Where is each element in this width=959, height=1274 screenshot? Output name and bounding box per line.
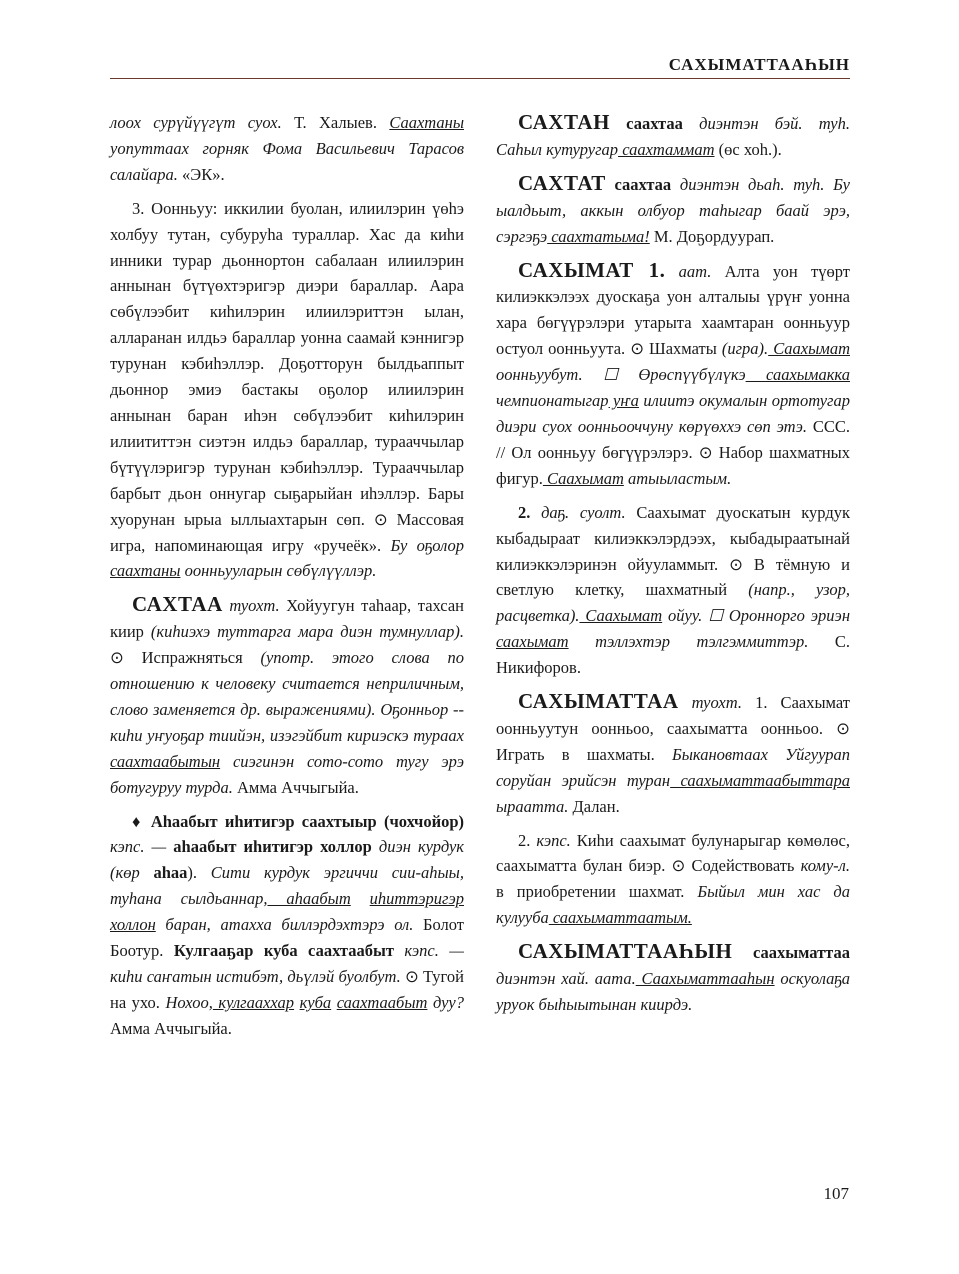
sense-3: 3. Оонньуу: иккилии буолан, илиилэрин үөһэ холбуу тутан, субуруһа тураллар. Хас да киһи инники турар дьоннортон сабалаан илиилэрин аннынан бүтүөхтэригэр диэри бараллар. Аара сөбүлээбит киһилэрин илиилэриттэн ылан, алларанан илдьэ бараллар уонна саамай кэннигэр турунан кэбиһэллэр. Доҕотторун былдьаппыт дьоннор эмиэ бастакы оҕолор илиилэрин аннынан баран иһэн сөбүлээбит киһилэрин илиититтэн сиэтэн илдьэ бараллар, турааччылар бүтүүлэригэр турунан кэбиһэллэр. Турааччылар барбыт дьон оннугар сыҕарыйан иһэллэр. Бары хуорунан ырыа ыллыахтарын сөп. ⊙ Массовая игра, напоминающая игру «ручеёк». Бу оҕолор саахтаны оонньууларын сөбүлүүллэр. xyxy=(110,198,464,581)
running-title: САХЫМАТТААҺЫН xyxy=(668,55,850,74)
entry-saahymat: САХЫМАТ 1. аат. Алта уон түөрт килиэккэлээх дуоскаҕа уон алталыы үрүҥ уонна хара бөгүүрэлэри утарыта хаамтаран оонньуур остуол оонньуута. ⊙ Шахматы (игра). Саахымат оонньуубут. ☐ Өрөспүүбүлүкэ саахымакка чемпионатыгар уҥа илиитэ окумалын ортотугар диэри суох оонньооччуну көрүөххэ сөп этэ. ССС. // Ол оонньуу бөгүүрэлэрэ. ⊙ Набор шахматных фигур. Саахымат атыыластым. xyxy=(496,257,850,488)
entry-saahtaa: САХТАА туохт. Хойуугун таһаар, тахсан киир (киһиэхэ туттарга мара диэн тумнуллар). ⊙ Испражняться (употр. этого слова по отношению к человеку считается неприличным, слово заменяется др. выражениями). Оҕонньор -- киһи уҥуоҕар тиийэн, изэгэйбит кириэскэ тураах саахтаабытын сиэгинэн сото-сото тугу эрэ ботугуруу турда. Амма Аччыгыйа. xyxy=(110,592,465,797)
entry-saahtan: САХТАН саахтаа диэнтэн бэй. туһ. Саһыл кутуругар саахтаммат (өс хоһ.). xyxy=(496,110,851,159)
running-header xyxy=(110,52,850,79)
entry-continuation: лоох сурүйүүгүт суох. Т. Халыев. Саахтаны уопуттаах горняк Фома Васильевич Тарасов салайара. «ЭК». xyxy=(110,113,465,184)
idiom-block: ♦ Аһаабыт иһитигэр саахтыыр (чохчойор) кэпс. — аһаабыт иһитигэр холлор диэн курдук (көр аһаа). Сити курдук эргиччи сии-аһыы, туһана сылдьаннар, аһаабыт иһиттэригэр холлон баран, атахха биллэрдэхтэрэ ол. Болот Боотур. Кулгааҕар куба саахтаабыт кэпс. — киһи саҥатын истибэт, дьүлэй буолбут. ⊙ Тугой на ухо. Нохоо, кулгааххар куба саахтаабыт дуу? Амма Аччыгыйа. xyxy=(110,811,464,1038)
entry-saahtat: САХТАТ саахтаа диэнтэн дьаһ. туһ. Бу ыалдьыт, аккын олбуор таһыгар баай эрэ, сэргэҕэ саахтатыма! М. Доҕордуурап. xyxy=(496,170,850,246)
entry-saahymattaa: САХЫМАТТАА туохт. 1. Саахымат оонньуутун оонньоо, саахыматта оонньоо. ⊙ Играть в шахматы. Быкановтаах Уйгуурап соруйан эрийсэн туран саахыматтаабыттара ыраатта. Далан. xyxy=(496,689,850,816)
right-column xyxy=(496,110,850,1026)
sense-2: 2. даҕ. суолт. Саахымат дуоскатын курдук кыбадыраат килиэккэлэрдээх, кыбадыраатынай килиэккэлэринэн ойууламмыт. ⊙ В тёмную и светлую клетку, шахматный (напр., узор, расцветка). Саахымат ойуу. ☐ Оронноргo эриэн саахымат тэллэхтэр тэлгэммиттэр. С. Никифоров. xyxy=(496,502,850,678)
sense-2b: 2. кэпс. Киһи саахымат булунарыгар көмөлөс, саахыматта булан биэр. ⊙ Содействовать кому-л. в приобретении шахмат. Быйыл мин хас да кулууба саахыматтаатым. xyxy=(496,830,850,928)
page-number: 107 xyxy=(823,1184,849,1203)
entry-saahymattaahyn: САХЫМАТТААҺЫН саахыматтаа диэнтэн хай. аата. Саахыматтааһын оскуолаҕа уруок быһыытынан киирдэ. xyxy=(496,939,851,1014)
left-column xyxy=(110,110,464,1050)
